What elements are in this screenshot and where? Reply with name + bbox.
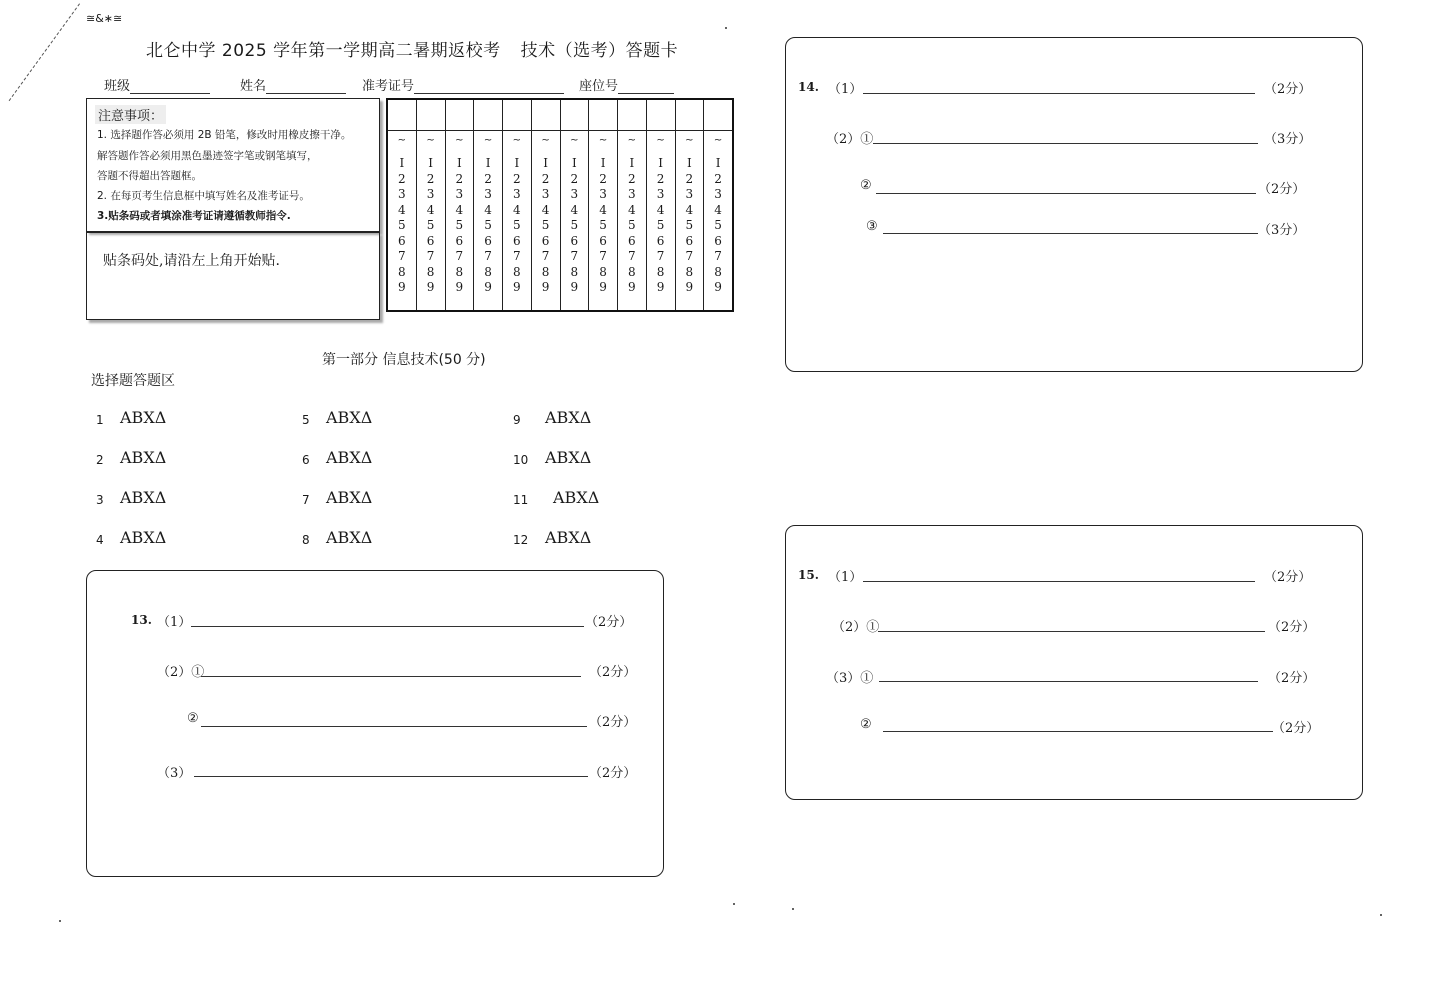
id-digit-write-cell[interactable] <box>676 100 704 131</box>
note-line: 3.贴条码或者填涂准考证请遵循教师指令. <box>97 210 291 222</box>
answer-line[interactable] <box>873 142 1258 144</box>
id-bubble-digit[interactable]: 3 <box>541 187 550 201</box>
id-digit-column[interactable] <box>388 100 417 310</box>
id-bubble-digit[interactable]: 9 <box>484 280 492 294</box>
id-bubble-digit[interactable]: 7 <box>541 249 550 263</box>
id-bubble-digit[interactable]: 6 <box>426 233 435 248</box>
id-digit-write-cell[interactable] <box>618 100 646 131</box>
title-subject: 技术（选考）答题卡 <box>520 41 679 61</box>
answer-line[interactable] <box>883 232 1258 234</box>
answer-box-q15 <box>785 525 1363 800</box>
id-bubble-digit[interactable]: 9 <box>714 280 722 294</box>
answer-line[interactable] <box>883 730 1273 732</box>
id-bubble-digit[interactable]: 4 <box>570 202 579 217</box>
choice-zone-title: 选择题答题区 <box>91 373 175 389</box>
scan-dot <box>733 903 735 905</box>
sub-question-label: （1） <box>157 615 192 630</box>
id-bubble-digit[interactable]: 7 <box>570 249 579 263</box>
id-bubble-digit[interactable]: 5 <box>455 218 464 232</box>
id-digit-column[interactable] <box>446 100 475 310</box>
seat-label: 座位号 <box>579 79 619 94</box>
id-bubble-0[interactable]: ~ <box>598 135 608 146</box>
name-field[interactable] <box>240 75 346 94</box>
answer-line[interactable] <box>878 630 1265 632</box>
id-bubble-digit[interactable]: 5 <box>426 218 435 232</box>
id-digit-column[interactable] <box>618 100 647 310</box>
id-digit-write-cell[interactable] <box>503 100 531 131</box>
id-bubble-digit[interactable]: 6 <box>656 233 665 248</box>
id-bubble-0[interactable]: ~ <box>570 135 579 146</box>
id-bubble-digit[interactable]: 6 <box>484 233 492 248</box>
class-field[interactable] <box>104 75 210 94</box>
id-bubble-digit[interactable]: 9 <box>541 280 550 294</box>
scan-dot <box>792 908 794 910</box>
mc-question-number: 10 <box>513 453 529 467</box>
id-bubble-digit[interactable]: 5 <box>398 218 406 232</box>
mc-question-number: 6 <box>302 453 310 467</box>
id-bubble-digit[interactable]: 4 <box>541 202 550 217</box>
note-line: 2. 在每页考生信息框中填写姓名及准考证号。 <box>97 190 310 202</box>
sub-question-label: ② <box>860 178 872 193</box>
id-bubble-digit[interactable]: 7 <box>398 249 406 263</box>
mc-option-bubbles[interactable]: ABXΔ <box>545 448 592 467</box>
id-bubble-digit[interactable]: 9 <box>599 280 607 294</box>
mc-option-bubbles[interactable]: ABXΔ <box>326 528 373 547</box>
id-bubble-digit[interactable]: 7 <box>628 249 636 263</box>
id-digit-write-cell[interactable] <box>589 100 617 131</box>
notes-box <box>86 98 380 232</box>
note-line: 答题不得超出答题框。 <box>97 170 202 182</box>
id-bubble-digit[interactable]: 6 <box>541 233 550 248</box>
id-digit-column[interactable] <box>561 100 590 310</box>
id-digit-write-cell[interactable] <box>532 100 560 131</box>
note-line: 解答题作答必须用黑色墨迹签字笔或钢笔填写， <box>97 150 318 162</box>
id-bubble-digit[interactable]: I <box>687 156 692 170</box>
id-bubble-digit[interactable]: 2 <box>685 171 694 186</box>
scan-dot <box>1380 914 1382 916</box>
id-bubble-digit[interactable]: 5 <box>599 218 607 232</box>
id-bubble-digit[interactable]: I <box>399 156 405 170</box>
exam-id-label: 准考证号 <box>362 79 415 94</box>
sub-question-label: （2）① <box>157 665 205 680</box>
id-bubble-digit[interactable]: 3 <box>656 187 665 201</box>
id-bubble-digit[interactable]: 9 <box>628 280 636 294</box>
id-bubble-digit[interactable]: 8 <box>455 264 464 279</box>
mc-question-number: 2 <box>96 453 104 467</box>
id-bubble-digit[interactable]: 8 <box>484 264 492 279</box>
id-bubble-digit[interactable]: 3 <box>398 187 406 201</box>
score-label: （2分） <box>589 665 637 680</box>
page-title <box>146 36 678 61</box>
id-bubble-digit[interactable]: 9 <box>656 280 665 294</box>
id-bubble-digit[interactable]: 5 <box>513 218 521 232</box>
mc-option-bubbles[interactable]: ABXΔ <box>326 488 373 507</box>
id-bubble-0[interactable]: ~ <box>483 135 493 146</box>
mc-question-number: 1 <box>96 413 104 427</box>
id-digit-column[interactable] <box>474 100 503 310</box>
id-bubble-digit[interactable]: I <box>658 156 663 170</box>
id-digit-write-cell[interactable] <box>446 100 474 131</box>
id-digit-column[interactable] <box>647 100 676 310</box>
id-bubble-digit[interactable]: 9 <box>426 280 435 294</box>
answer-box-q14 <box>785 37 1363 372</box>
id-bubble-digit[interactable]: 6 <box>570 233 579 248</box>
id-bubble-digit[interactable]: 4 <box>656 202 665 217</box>
id-bubble-digit[interactable]: 8 <box>426 264 435 279</box>
mc-question-number: 9 <box>513 413 521 427</box>
sub-question-label: （1） <box>828 82 863 97</box>
id-bubble-digit[interactable]: 2 <box>513 171 521 186</box>
id-bubble-digit[interactable]: 8 <box>599 264 607 279</box>
id-bubble-digit[interactable]: 8 <box>656 264 665 279</box>
id-digit-write-cell[interactable] <box>474 100 502 131</box>
id-bubble-digit[interactable]: I <box>514 156 520 170</box>
id-bubble-digit[interactable]: 7 <box>656 249 665 263</box>
score-label: （2分） <box>1258 182 1306 197</box>
id-bubble-digit[interactable]: 6 <box>455 233 464 248</box>
question-number: 15. <box>798 568 819 582</box>
sub-question-label: （2）① <box>832 620 880 635</box>
sub-question-label: ② <box>860 717 872 732</box>
id-bubble-0[interactable]: ~ <box>656 135 665 146</box>
id-bubble-digit[interactable]: 8 <box>714 264 722 279</box>
id-bubble-digit[interactable]: 7 <box>513 249 521 263</box>
id-digit-column[interactable] <box>676 100 705 310</box>
id-bubble-digit[interactable]: 2 <box>484 171 492 186</box>
id-bubble-digit[interactable]: 5 <box>570 218 579 232</box>
mc-option-bubbles[interactable]: ABXΔ <box>120 528 167 547</box>
id-bubble-digit[interactable]: 7 <box>455 249 464 263</box>
id-bubble-digit[interactable]: 3 <box>628 187 636 201</box>
id-digit-column[interactable] <box>417 100 446 310</box>
id-bubble-digit[interactable]: 9 <box>570 280 579 294</box>
id-bubble-digit[interactable]: 2 <box>599 171 607 186</box>
score-label: （2分） <box>589 766 637 781</box>
id-bubble-digit[interactable]: 4 <box>685 202 694 217</box>
id-bubble-digit[interactable]: I <box>428 156 433 170</box>
id-bubble-digit[interactable]: 5 <box>685 218 694 232</box>
id-bubble-digit[interactable]: 7 <box>599 249 607 263</box>
id-bubble-digit[interactable]: 2 <box>426 171 435 186</box>
id-bubble-digit[interactable]: 6 <box>685 233 694 248</box>
sub-question-label: ② <box>187 711 199 726</box>
scan-dot <box>725 27 727 29</box>
id-bubble-digit[interactable]: 3 <box>714 187 722 201</box>
id-bubble-digit[interactable]: 2 <box>570 171 579 186</box>
sub-question-label: ③ <box>866 219 878 234</box>
id-digit-write-cell[interactable] <box>561 100 589 131</box>
sub-question-label: （3） <box>157 766 192 781</box>
id-bubble-digit[interactable]: 6 <box>398 233 406 248</box>
class-label: 班级 <box>104 79 131 94</box>
score-label: （2分） <box>1268 620 1316 635</box>
mc-option-bubbles[interactable]: ABXΔ <box>553 488 600 507</box>
id-bubble-digit[interactable]: 3 <box>426 187 435 201</box>
id-bubble-digit[interactable]: 2 <box>656 171 665 186</box>
id-bubble-digit[interactable]: 8 <box>685 264 694 279</box>
title-main: 北仑中学 2025 学年第一学期高二暑期返校考 <box>146 41 501 61</box>
id-bubble-digit[interactable]: 8 <box>570 264 579 279</box>
notes-title: 注意事项： <box>95 105 166 124</box>
answer-box-q13 <box>86 570 664 877</box>
id-bubble-digit[interactable]: 5 <box>714 218 722 232</box>
name-label: 姓名 <box>240 79 267 94</box>
id-bubble-digit[interactable]: 3 <box>455 187 464 201</box>
id-bubble-digit[interactable]: 3 <box>599 187 607 201</box>
id-bubble-digit[interactable]: 7 <box>484 249 492 263</box>
id-bubble-digit[interactable]: 2 <box>628 171 636 186</box>
id-bubble-digit[interactable]: 3 <box>570 187 579 201</box>
barcode-hint: 贴条码处,请沿左上角开始贴. <box>103 253 280 269</box>
id-bubble-digit[interactable]: 9 <box>685 280 694 294</box>
id-bubble-digit[interactable]: 2 <box>541 171 550 186</box>
score-label: （2分） <box>1272 721 1320 736</box>
id-bubble-digit[interactable]: 9 <box>513 280 521 294</box>
id-digit-column[interactable] <box>532 100 561 310</box>
score-label: （2分） <box>589 715 637 730</box>
id-bubble-digit[interactable]: I <box>485 156 491 170</box>
mc-question-number: 4 <box>96 533 104 547</box>
question-number: 14. <box>798 80 819 94</box>
answer-line[interactable] <box>863 92 1255 94</box>
mc-option-bubbles[interactable]: ABXΔ <box>120 408 167 427</box>
id-bubble-digit[interactable]: 7 <box>714 249 722 263</box>
mc-question-number: 7 <box>302 493 310 507</box>
mc-question-number: 8 <box>302 533 310 547</box>
id-bubble-0[interactable]: ~ <box>397 135 407 146</box>
id-bubble-digit[interactable]: 9 <box>455 280 464 294</box>
score-label: （2分） <box>1264 570 1312 585</box>
id-bubble-digit[interactable]: 4 <box>398 202 406 217</box>
id-bubble-digit[interactable]: 8 <box>513 264 521 279</box>
id-bubble-digit[interactable]: 4 <box>714 202 722 217</box>
cut-line <box>8 3 80 101</box>
score-label: （3分） <box>1258 223 1306 238</box>
answer-line[interactable] <box>191 625 584 627</box>
id-bubble-digit[interactable]: 4 <box>599 202 607 217</box>
mc-option-bubbles[interactable]: ABXΔ <box>120 488 167 507</box>
id-digit-column[interactable] <box>503 100 532 310</box>
id-digit-write-cell[interactable] <box>417 100 445 131</box>
part-title: 第一部分 信息技术(50 分) <box>322 352 486 368</box>
mc-option-bubbles[interactable]: ABXΔ <box>326 408 373 427</box>
mc-option-bubbles[interactable]: ABXΔ <box>545 528 592 547</box>
id-bubble-digit[interactable]: 5 <box>628 218 636 232</box>
id-bubble-0[interactable]: ~ <box>713 135 723 146</box>
answer-line[interactable] <box>876 192 1256 194</box>
corner-mark: ≅&∗≅ <box>86 12 123 25</box>
id-bubble-digit[interactable]: I <box>600 156 606 170</box>
answer-line[interactable] <box>201 725 587 727</box>
exam-id-bubble-grid[interactable] <box>386 98 734 312</box>
exam-id-field[interactable] <box>362 75 564 94</box>
id-bubble-digit[interactable]: I <box>457 156 462 170</box>
scan-dot <box>59 920 61 922</box>
id-bubble-0[interactable]: ~ <box>685 135 694 146</box>
id-digit-write-cell[interactable] <box>704 100 732 131</box>
id-bubble-digit[interactable]: 5 <box>541 218 550 232</box>
barcode-area[interactable] <box>86 232 380 320</box>
id-bubble-digit[interactable]: 4 <box>426 202 435 217</box>
answer-line[interactable] <box>201 675 581 677</box>
id-bubble-digit[interactable]: 4 <box>484 202 492 217</box>
id-bubble-digit[interactable]: 6 <box>714 233 722 248</box>
id-digit-column[interactable] <box>589 100 618 310</box>
id-bubble-digit[interactable]: 3 <box>484 187 492 201</box>
id-bubble-digit[interactable]: 2 <box>714 171 722 186</box>
answer-line[interactable] <box>879 680 1258 682</box>
sub-question-label: （1） <box>828 570 863 585</box>
id-bubble-0[interactable]: ~ <box>627 135 637 146</box>
note-line: 1. 选择题作答必须用 2B 铅笔，修改时用橡皮擦干净。 <box>97 129 352 141</box>
id-bubble-0[interactable]: ~ <box>541 135 550 146</box>
id-bubble-digit[interactable]: 4 <box>513 202 521 217</box>
id-bubble-digit[interactable]: 8 <box>628 264 636 279</box>
id-digit-column[interactable] <box>704 100 732 310</box>
score-label: （2分） <box>1264 82 1312 97</box>
id-bubble-digit[interactable]: 4 <box>455 202 464 217</box>
mc-option-bubbles[interactable]: ABXΔ <box>326 448 373 467</box>
id-bubble-digit[interactable]: 4 <box>628 202 636 217</box>
id-bubble-digit[interactable]: 9 <box>398 280 406 294</box>
id-bubble-0[interactable]: ~ <box>426 135 435 146</box>
sub-question-label: （2）① <box>826 132 874 147</box>
id-bubble-0[interactable]: ~ <box>455 135 464 146</box>
mc-question-number: 5 <box>302 413 310 427</box>
mc-option-bubbles[interactable]: ABXΔ <box>120 448 167 467</box>
id-digit-write-cell[interactable] <box>388 100 416 131</box>
score-label: （2分） <box>1268 671 1316 686</box>
id-bubble-digit[interactable]: I <box>543 156 548 170</box>
question-number: 13. <box>131 613 152 627</box>
score-label: （3分） <box>1264 132 1312 147</box>
id-bubble-digit[interactable]: 3 <box>685 187 694 201</box>
id-bubble-digit[interactable]: 6 <box>599 233 607 248</box>
mc-question-number: 12 <box>513 533 529 547</box>
mc-question-number: 11 <box>513 493 529 507</box>
id-bubble-digit[interactable]: 6 <box>628 233 636 248</box>
id-bubble-digit[interactable]: I <box>572 156 577 170</box>
mc-question-number: 3 <box>96 493 104 507</box>
id-bubble-digit[interactable]: 2 <box>455 171 464 186</box>
id-digit-write-cell[interactable] <box>647 100 675 131</box>
id-bubble-0[interactable]: ~ <box>512 135 522 146</box>
id-bubble-digit[interactable]: I <box>715 156 721 170</box>
id-bubble-digit[interactable]: 8 <box>541 264 550 279</box>
id-bubble-digit[interactable]: 7 <box>426 249 435 263</box>
sub-question-label: （3）① <box>826 671 874 686</box>
mc-option-bubbles[interactable]: ABXΔ <box>545 408 592 427</box>
id-bubble-digit[interactable]: 3 <box>513 187 521 201</box>
id-bubble-digit[interactable]: 2 <box>398 171 406 186</box>
answer-line[interactable] <box>194 775 588 777</box>
id-bubble-digit[interactable]: 5 <box>484 218 492 232</box>
score-label: （2分） <box>585 615 633 630</box>
id-bubble-digit[interactable]: 6 <box>513 233 521 248</box>
id-bubble-digit[interactable]: I <box>629 156 635 170</box>
seat-field[interactable] <box>579 75 674 94</box>
answer-line[interactable] <box>863 580 1255 582</box>
id-bubble-digit[interactable]: 8 <box>398 264 406 279</box>
id-bubble-digit[interactable]: 7 <box>685 249 694 263</box>
id-bubble-digit[interactable]: 5 <box>656 218 665 232</box>
